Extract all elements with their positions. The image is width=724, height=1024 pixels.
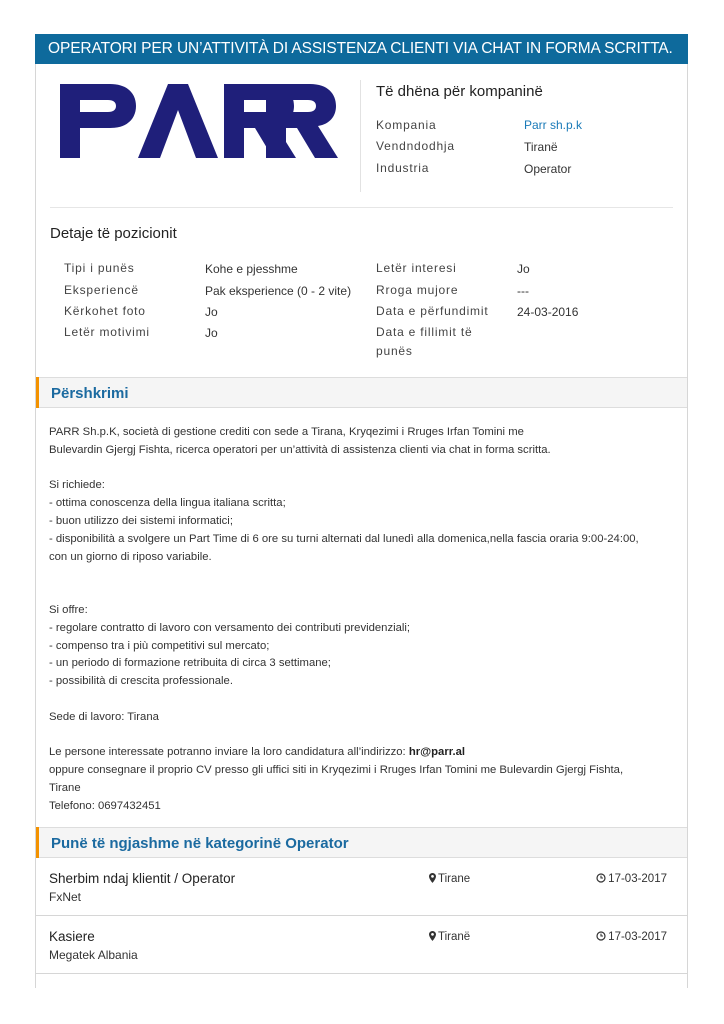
map-marker-icon <box>429 931 436 941</box>
motivation-letter-label: Letër motivimi <box>64 325 150 339</box>
description-line: PARR Sh.p.K, società di gestione crediti con sede a Tirana, Kryqezimi i Rruges Irfan Tomini me <box>49 426 524 438</box>
monthly-salary-label: Rroga mujore <box>376 283 459 297</box>
description-line: Telefono: 0697432451 <box>49 799 161 812</box>
similar-job-company: Megatek Albania <box>49 948 138 962</box>
similar-jobs-heading: Punë të ngjashme në kategorinë Operator <box>51 835 349 852</box>
similar-job-item[interactable] <box>36 916 687 974</box>
description-line <box>49 584 679 602</box>
contact-prefix: Le persone interessate potranno inviare la loro candidatura all’indirizzo: <box>49 746 409 759</box>
position-details-heading: Detaje të pozicionit <box>50 225 177 242</box>
description-line: con un giorno di riposo variabile. <box>49 550 212 563</box>
map-marker-icon <box>429 873 436 883</box>
start-date-label-cont: punës <box>376 344 413 358</box>
description-line: oppure consegnare il proprio CV presso gli uffici siti in Kryqezimi i Rruges Irfan Tomini me Bulevardin Gjergj Fishta, <box>49 764 624 777</box>
similar-job-date-text: 17-03-2017 <box>608 873 667 885</box>
description-line <box>49 691 679 709</box>
similar-job-location-text: Tiranë <box>438 931 471 943</box>
similar-job-company: FxNet <box>49 890 82 904</box>
experience-label: Eksperiencë <box>64 283 139 297</box>
clock-icon <box>596 873 606 883</box>
monthly-salary-value: --- <box>517 284 529 298</box>
job-type-value: Kohe e pjesshme <box>205 262 298 276</box>
similar-job-date-text: 17-03-2017 <box>608 931 667 943</box>
description-line: - buon utilizzo dei sistemi informatici; <box>49 514 233 527</box>
similar-jobs-section-header <box>36 827 687 858</box>
description-heading: Përshkrimi <box>51 385 129 402</box>
similar-job-title[interactable]: Kasiere <box>49 929 95 944</box>
industry-field-value: Operator <box>524 162 572 176</box>
end-date-label: Data e përfundimit <box>376 304 489 318</box>
company-field-label: Kompania <box>376 118 437 132</box>
section-accent <box>36 377 39 408</box>
description-line: - regolare contratto di lavoro con versamento dei contributi previdenziali; <box>49 621 411 634</box>
similar-job-date <box>596 873 667 885</box>
description-line <box>49 460 679 478</box>
location-field-value: Tiranë <box>524 140 558 154</box>
contact-line <box>49 744 679 762</box>
description-line: Si offre: <box>49 603 88 616</box>
start-date-label: Data e fillimit të <box>376 325 473 339</box>
end-date-value: 24-03-2016 <box>517 305 579 319</box>
similar-job-item[interactable] <box>36 858 687 916</box>
location-field-label: Vendndodhja <box>376 139 455 153</box>
clock-icon <box>596 931 606 941</box>
section-divider <box>50 207 673 208</box>
experience-value: Pak eksperience (0 - 2 vite) <box>205 284 352 298</box>
similar-job-date <box>596 931 667 943</box>
description-line: - possibilità di crescita professionale. <box>49 675 233 688</box>
description-section-header <box>36 377 687 408</box>
description-line: - disponibilità a svolgere un Part Time di 6 ore su turni alternati dal lunedì alla domenica,nella fascia oraria 9:00-24:00, <box>49 532 639 545</box>
interest-letter-value: Jo <box>517 262 530 276</box>
job-title: OPERATORI PER UN’ATTIVITÀ DI ASSISTENZA CLIENTI VIA CHAT IN FORMA SCRITTA. <box>48 40 673 57</box>
contact-email[interactable]: hr@parr.al <box>408 746 466 759</box>
similar-job-location <box>429 873 470 885</box>
description-line <box>49 566 679 584</box>
photo-required-value: Jo <box>205 305 218 319</box>
similar-job-location <box>429 931 470 943</box>
interest-letter-label: Letër interesi <box>376 261 457 275</box>
company-info-heading: Të dhëna për kompaninë <box>376 83 543 100</box>
description-line: Tirane <box>49 781 81 794</box>
job-title-bar <box>35 34 688 64</box>
similar-job-location-text: Tirane <box>438 873 471 885</box>
company-name-link[interactable]: Parr sh.p.k <box>524 118 583 132</box>
motivation-letter-value: Jo <box>205 326 218 340</box>
job-type-label: Tipi i punës <box>64 261 135 275</box>
description-line: - un periodo di formazione retribuita di circa 3 settimane; <box>49 657 331 670</box>
description-line <box>49 727 679 745</box>
description-line: Si richiede: <box>49 479 105 492</box>
industry-field-label: Industria <box>376 161 430 175</box>
similar-job-title[interactable]: Sherbim ndaj klientit / Operator <box>49 871 236 886</box>
job-description <box>49 424 679 816</box>
vertical-divider <box>360 80 361 192</box>
description-line: - ottima conoscenza della lingua italiana scritta; <box>49 497 286 510</box>
company-logo <box>60 80 338 160</box>
section-accent <box>36 827 39 858</box>
description-line: Sede di lavoro: Tirana <box>49 710 159 723</box>
photo-required-label: Kërkohet foto <box>64 304 146 318</box>
description-line: - compenso tra i più competitivi sul mercato; <box>49 639 270 652</box>
description-line: Bulevardin Gjergj Fishta, ricerca operatori per un’attività di assistenza clienti via chat in forma scritta. <box>49 443 551 456</box>
